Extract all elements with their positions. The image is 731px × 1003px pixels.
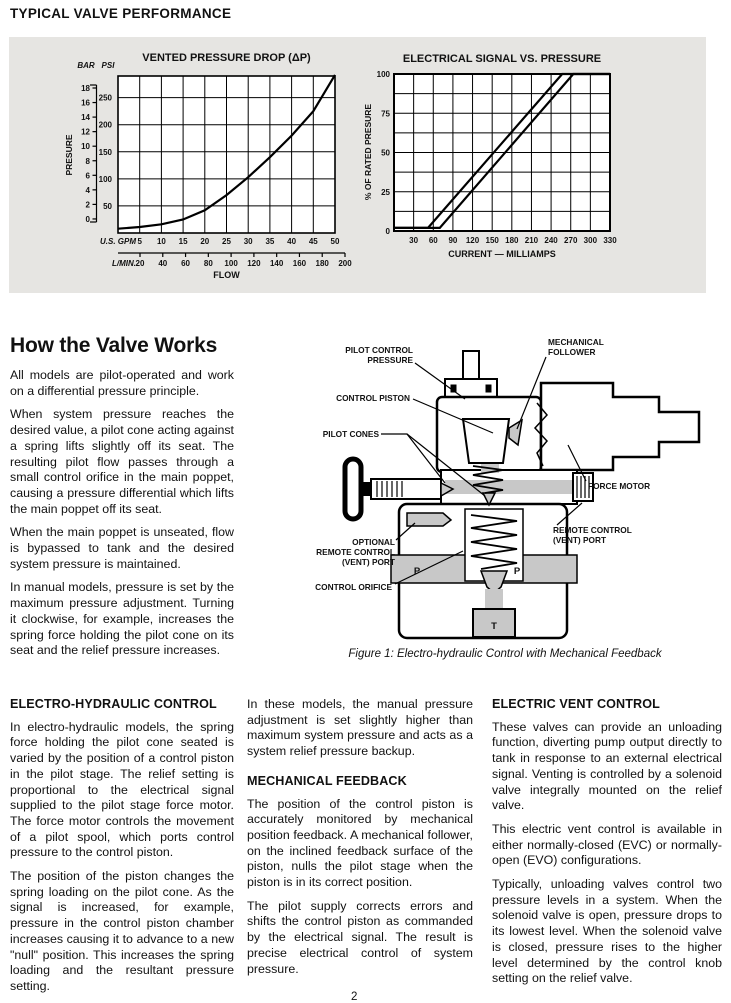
y-tick-label: 25 — [381, 187, 390, 197]
label-remote-vent-port: REMOTE CONTROL — [553, 525, 632, 535]
label-optional-vent-port: OPTIONAL — [352, 537, 395, 547]
knob-stem — [361, 482, 371, 496]
bar-tick-label: 14 — [81, 113, 90, 123]
column-heading: ELECTRIC VENT CONTROL — [492, 697, 660, 711]
label-optional-vent-port: (VENT) PORT — [341, 557, 395, 567]
psi-tick-label: 200 — [98, 120, 112, 130]
paragraph: When system pressure reaches the desired value, a pilot cone acting against a spring lifts slightly off its seat. The resulting pilot flow passes through a small control orifice in the main poppet, causing a pressure differential which lifts the main poppet off its seat. — [10, 407, 234, 516]
psi-tick-label: 50 — [103, 201, 112, 211]
bar-tick-label: 6 — [85, 171, 90, 181]
paragraph: The pilot supply corrects errors and shifts the control piston as commanded by the electrical signal. The result is precise electrical control of system pressure. — [247, 898, 473, 976]
label-remote-vent-port: (VENT) PORT — [553, 535, 607, 545]
psi-tick-label: 150 — [98, 147, 112, 157]
label-optional-vent-port: REMOTE CONTROL — [316, 547, 395, 557]
column-heading: ELECTRO-HYDRAULIC CONTROL — [10, 697, 217, 711]
lmin-tick-label: 180 — [315, 259, 329, 268]
bar-tick-label: 12 — [81, 127, 90, 137]
gpm-tick-label: 50 — [330, 237, 340, 246]
gpm-tick-label: 40 — [287, 237, 297, 246]
paragraph: In these models, the manual pressure adjustment is set slightly higher than maximum system pressure and acts as a system relief pressure backup. — [247, 697, 473, 759]
paragraph: When the main poppet is unseated, flow is bypassed to tank and the desired system pressure is maintained. — [10, 525, 234, 571]
lmin-tick-label: 200 — [338, 259, 352, 268]
performance-charts-panel — [9, 37, 706, 293]
axis-unit-bar: BAR — [77, 61, 95, 70]
lmin-tick-label: 60 — [181, 259, 191, 268]
x-axis-label: FLOW — [213, 270, 240, 280]
y-tick-label: 50 — [381, 148, 390, 158]
x-tick-label: 330 — [603, 236, 617, 245]
gpm-tick-label: 5 — [137, 237, 142, 246]
gpm-tick-label: 25 — [222, 237, 231, 246]
lmin-tick-label: 140 — [269, 259, 284, 268]
valve-cutaway-diagram — [295, 333, 731, 645]
gpm-tick-label: 10 — [156, 237, 166, 246]
x-tick-label: 60 — [428, 236, 438, 245]
label-mechanical-follower: FOLLOWER — [548, 347, 596, 357]
label-control-orifice: CONTROL ORIFICE — [315, 582, 392, 592]
cap-bolt — [486, 385, 491, 392]
electrical-signal-vs-pressure-chart — [360, 45, 660, 285]
x-tick-label: 150 — [485, 236, 499, 245]
bar-tick-label: 16 — [81, 98, 90, 108]
y-axis-label: PRESURE — [64, 134, 74, 176]
paragraph: In electro-hydraulic models, the spring force holding the pilot cone seated is varied by the position of a control piston in the pilot stage. The relief setting is proportional to the electrical signal supplied to the pilot stage force motor. The force motor controls the movement of a pilot spool, which ports control pressure to the control piston. — [10, 719, 234, 860]
label-control-piston: CONTROL PISTON — [336, 393, 410, 403]
bar-tick-label: 8 — [85, 156, 90, 166]
gpm-tick-label: 35 — [265, 237, 275, 246]
gpm-tick-label: 20 — [200, 237, 210, 246]
x-tick-label: 180 — [505, 236, 519, 245]
lmin-tick-label: 80 — [203, 259, 213, 268]
x-tick-label: 270 — [564, 236, 578, 245]
paragraph: The position of the piston changes the spring loading on the pilot cone. As the signal is increased, for example, pressure in the control piston chamber increases causing it to advance to a new "null" position. This increases the spring loading and the resultant pressure setting. — [10, 869, 234, 993]
y-tick-label: 75 — [381, 109, 390, 119]
how-it-works-text — [10, 368, 234, 667]
paragraph: The position of the control piston is accurately monitored by mechanical position feedback. A mechanical follower, on the inclined feedback surface of the piston, nulls the pilot stage when the piston is in its correct position. — [247, 796, 473, 890]
gallery-channel — [445, 480, 573, 494]
label-mechanical-follower: MECHANICAL — [548, 337, 604, 347]
x-tick-label: 240 — [544, 236, 558, 245]
x-tick-label: 120 — [465, 236, 480, 245]
bar-tick-label: 10 — [81, 142, 90, 152]
y-tick-label: 0 — [385, 227, 390, 236]
gpm-tick-label: 45 — [308, 237, 318, 246]
port-p-left: P — [413, 566, 421, 577]
x-tick-label: 300 — [583, 236, 598, 245]
gpm-tick-label: 30 — [243, 237, 253, 246]
adjustment-knob — [345, 459, 361, 519]
x-axis-label: CURRENT — MILLIAMPS — [448, 249, 556, 259]
bar-tick-label: 2 — [85, 200, 90, 210]
paragraph: These valves can provide an unloading function, diverting pump output directly to tank in response to an external electrical signal. Venting is controlled by a solenoid valve integrally mounted on the relief valve. — [492, 719, 722, 813]
column-mechanical-feedback — [247, 697, 473, 985]
y-tick-label: 100 — [376, 70, 390, 79]
control-piston-part — [463, 419, 509, 463]
section-heading-how-the-valve-works: How the Valve Works — [10, 334, 218, 357]
lmin-tick-label: 120 — [247, 259, 261, 268]
lmin-tick-label: 40 — [158, 259, 168, 268]
lmin-tick-label: 100 — [224, 259, 238, 268]
axis-unit-psi: PSI — [101, 61, 115, 70]
paragraph: In manual models, pressure is set by the maximum pressure adjustment. Turning it clockwise, for example, increases the spring force holding the pilot cone on its seat and the relief pressure increases. — [10, 580, 234, 658]
vented-pressure-drop-chart — [60, 45, 360, 285]
chart-title: VENTED PRESSURE DROP (ΔP) — [142, 52, 311, 64]
column-electric-vent-control — [492, 697, 722, 995]
lmin-tick-label: 20 — [135, 259, 145, 268]
label-pilot-control-pressure: PILOT CONTROL — [345, 345, 413, 355]
page-title: TYPICAL VALVE PERFORMANCE — [10, 6, 232, 21]
bar-tick-label: 18 — [81, 84, 90, 93]
force-motor-housing — [541, 383, 699, 470]
label-force-motor: FORCE MOTOR — [588, 481, 651, 491]
paragraph: This electric vent control is available in either normally-closed (EVC) or normally-open (EVO) configurations. — [492, 821, 722, 868]
x-tick-label: 210 — [524, 236, 539, 245]
paragraph: All models are pilot-operated and work on a differential pressure principle. — [10, 368, 234, 398]
x-row1-label: U.S. GPM — [99, 237, 136, 246]
column-electro-hydraulic-control — [10, 697, 234, 1003]
chart-title: ELECTRICAL SIGNAL VS. PRESSURE — [402, 53, 602, 65]
bar-tick-label: 0 — [85, 214, 90, 224]
column-heading: MECHANICAL FEEDBACK — [247, 773, 407, 788]
x-tick-label: 90 — [448, 236, 458, 245]
paragraph: Typically, unloading valves control two pressure levels in a system. When the solenoid valve is open, pressure drops to its lowest level. When the solenoid valve is closed, pressure rises to the higher level determined by the control knob setting on the relief valve. — [492, 877, 722, 986]
tank-passage — [485, 589, 503, 609]
label-pilot-cones: PILOT CONES — [322, 429, 379, 439]
psi-tick-label: 100 — [98, 174, 112, 184]
port-t: T — [491, 621, 497, 632]
psi-tick-label: 250 — [98, 93, 112, 103]
label-pilot-control-pressure: PRESSURE — [367, 355, 413, 365]
y-axis-label: % OF RATED PRESURE — [363, 103, 373, 201]
bar-tick-label: 4 — [85, 185, 90, 195]
x-row2-label: L/MIN. — [112, 259, 136, 268]
page-number: 2 — [351, 991, 358, 1003]
gpm-tick-label: 15 — [178, 237, 188, 246]
x-tick-label: 30 — [409, 236, 419, 245]
figure-caption: Figure 1: Electro-hydraulic Control with Mechanical Feedback — [348, 648, 662, 660]
lmin-tick-label: 160 — [292, 259, 307, 268]
port-p-right: P — [513, 566, 521, 577]
